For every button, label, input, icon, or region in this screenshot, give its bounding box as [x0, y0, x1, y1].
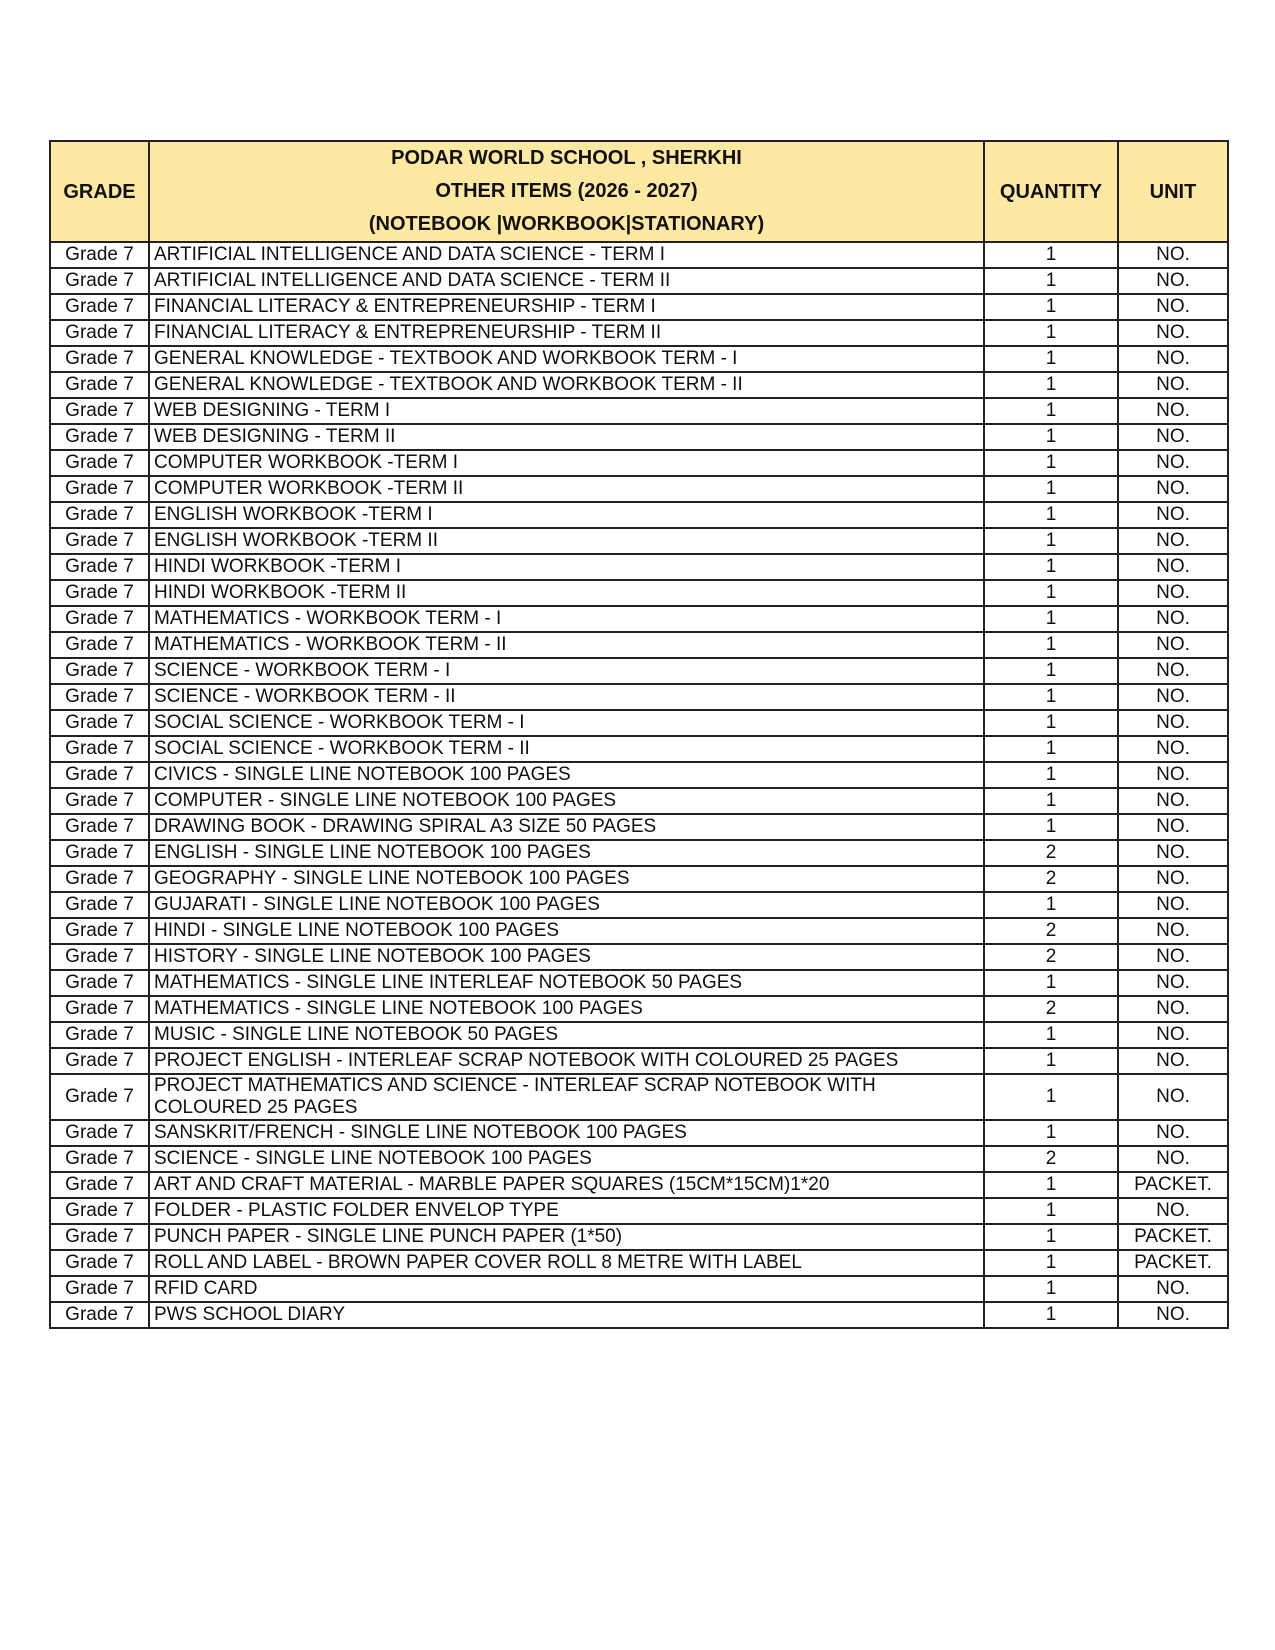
header-title — [149, 141, 984, 242]
cell-grade: Grade 7 — [50, 1302, 149, 1328]
cell-grade: Grade 7 — [50, 528, 149, 554]
cell-item: ART AND CRAFT MATERIAL - MARBLE PAPER SQUARES (15CM*15CM)1*20 — [149, 1172, 984, 1198]
cell-quantity: 1 — [984, 1276, 1118, 1302]
cell-unit: NO. — [1118, 840, 1228, 866]
table-row — [50, 554, 1228, 580]
table-row — [50, 1048, 1228, 1074]
cell-quantity: 1 — [984, 1048, 1118, 1074]
cell-quantity: 2 — [984, 944, 1118, 970]
table-row — [50, 1074, 1228, 1120]
cell-item: FOLDER - PLASTIC FOLDER ENVELOP TYPE — [149, 1198, 984, 1224]
table-row — [50, 632, 1228, 658]
cell-quantity: 1 — [984, 502, 1118, 528]
cell-quantity: 2 — [984, 918, 1118, 944]
cell-item: SOCIAL SCIENCE - WORKBOOK TERM - II — [149, 736, 984, 762]
cell-quantity: 1 — [984, 1074, 1118, 1120]
cell-quantity: 1 — [984, 1022, 1118, 1048]
cell-quantity: 2 — [984, 840, 1118, 866]
table-row — [50, 528, 1228, 554]
table-row — [50, 242, 1228, 268]
cell-grade: Grade 7 — [50, 658, 149, 684]
cell-item: COMPUTER WORKBOOK -TERM I — [149, 450, 984, 476]
cell-unit: NO. — [1118, 424, 1228, 450]
cell-quantity: 1 — [984, 242, 1118, 268]
cell-grade: Grade 7 — [50, 1146, 149, 1172]
cell-unit: NO. — [1118, 242, 1228, 268]
cell-unit: PACKET. — [1118, 1224, 1228, 1250]
cell-unit: NO. — [1118, 658, 1228, 684]
cell-quantity: 1 — [984, 346, 1118, 372]
cell-quantity: 1 — [984, 814, 1118, 840]
cell-quantity: 1 — [984, 1120, 1118, 1146]
cell-grade: Grade 7 — [50, 788, 149, 814]
cell-quantity: 1 — [984, 606, 1118, 632]
table-row — [50, 788, 1228, 814]
cell-item: MATHEMATICS - WORKBOOK TERM - II — [149, 632, 984, 658]
cell-grade: Grade 7 — [50, 424, 149, 450]
cell-item: COMPUTER - SINGLE LINE NOTEBOOK 100 PAGES — [149, 788, 984, 814]
cell-unit: NO. — [1118, 294, 1228, 320]
cell-item: PWS SCHOOL DIARY — [149, 1302, 984, 1328]
cell-quantity: 1 — [984, 658, 1118, 684]
cell-grade: Grade 7 — [50, 996, 149, 1022]
cell-quantity: 1 — [984, 424, 1118, 450]
table-row — [50, 502, 1228, 528]
cell-quantity: 1 — [984, 788, 1118, 814]
header-grade: GRADE — [50, 141, 149, 242]
cell-unit: NO. — [1118, 346, 1228, 372]
cell-grade: Grade 7 — [50, 762, 149, 788]
cell-unit: NO. — [1118, 1146, 1228, 1172]
cell-item: RFID CARD — [149, 1276, 984, 1302]
cell-grade: Grade 7 — [50, 502, 149, 528]
table-row — [50, 970, 1228, 996]
cell-item: ENGLISH WORKBOOK -TERM I — [149, 502, 984, 528]
cell-unit: NO. — [1118, 684, 1228, 710]
cell-unit: NO. — [1118, 320, 1228, 346]
cell-quantity: 1 — [984, 528, 1118, 554]
cell-grade: Grade 7 — [50, 840, 149, 866]
table-row — [50, 476, 1228, 502]
table-row — [50, 372, 1228, 398]
cell-grade: Grade 7 — [50, 632, 149, 658]
cell-item: FINANCIAL LITERACY & ENTREPRENEURSHIP - TERM I — [149, 294, 984, 320]
cell-quantity: 2 — [984, 1146, 1118, 1172]
cell-grade: Grade 7 — [50, 1022, 149, 1048]
cell-unit: NO. — [1118, 788, 1228, 814]
cell-unit: PACKET. — [1118, 1250, 1228, 1276]
cell-item: SOCIAL SCIENCE - WORKBOOK TERM - I — [149, 710, 984, 736]
cell-grade: Grade 7 — [50, 970, 149, 996]
table-row — [50, 892, 1228, 918]
cell-unit: NO. — [1118, 606, 1228, 632]
cell-quantity: 1 — [984, 398, 1118, 424]
table-row — [50, 1022, 1228, 1048]
cell-grade: Grade 7 — [50, 944, 149, 970]
cell-item: SANSKRIT/FRENCH - SINGLE LINE NOTEBOOK 100 PAGES — [149, 1120, 984, 1146]
cell-unit: NO. — [1118, 944, 1228, 970]
cell-unit: NO. — [1118, 736, 1228, 762]
item-list-table — [49, 140, 1229, 1329]
cell-grade: Grade 7 — [50, 320, 149, 346]
cell-item: FINANCIAL LITERACY & ENTREPRENEURSHIP - TERM II — [149, 320, 984, 346]
cell-quantity: 2 — [984, 996, 1118, 1022]
cell-unit: NO. — [1118, 1198, 1228, 1224]
cell-item: GENERAL KNOWLEDGE - TEXTBOOK AND WORKBOOK TERM - I — [149, 346, 984, 372]
cell-item: COMPUTER WORKBOOK -TERM II — [149, 476, 984, 502]
table-row — [50, 580, 1228, 606]
header-row — [50, 141, 1228, 242]
cell-unit: NO. — [1118, 398, 1228, 424]
cell-grade: Grade 7 — [50, 1048, 149, 1074]
table-body — [50, 242, 1228, 1328]
cell-unit: NO. — [1118, 814, 1228, 840]
cell-unit: NO. — [1118, 502, 1228, 528]
cell-item: ARTIFICIAL INTELLIGENCE AND DATA SCIENCE - TERM II — [149, 268, 984, 294]
cell-item: MATHEMATICS - SINGLE LINE INTERLEAF NOTEBOOK 50 PAGES — [149, 970, 984, 996]
table-row — [50, 918, 1228, 944]
cell-quantity: 1 — [984, 1198, 1118, 1224]
list-year: OTHER ITEMS (2026 - 2027) — [435, 180, 698, 202]
cell-item: HINDI WORKBOOK -TERM II — [149, 580, 984, 606]
cell-unit: NO. — [1118, 1022, 1228, 1048]
cell-item: GEOGRAPHY - SINGLE LINE NOTEBOOK 100 PAGES — [149, 866, 984, 892]
cell-quantity: 1 — [984, 736, 1118, 762]
cell-item: SCIENCE - WORKBOOK TERM - II — [149, 684, 984, 710]
table-row — [50, 1224, 1228, 1250]
table-row — [50, 1120, 1228, 1146]
cell-item: ENGLISH - SINGLE LINE NOTEBOOK 100 PAGES — [149, 840, 984, 866]
cell-unit: NO. — [1118, 866, 1228, 892]
cell-quantity: 1 — [984, 1224, 1118, 1250]
cell-unit: NO. — [1118, 1302, 1228, 1328]
cell-item: PROJECT MATHEMATICS AND SCIENCE - INTERLEAF SCRAP NOTEBOOK WITH COLOURED 25 PAGES — [149, 1074, 984, 1120]
cell-unit: NO. — [1118, 528, 1228, 554]
cell-grade: Grade 7 — [50, 372, 149, 398]
table-row — [50, 1172, 1228, 1198]
table-row — [50, 1250, 1228, 1276]
header-unit: UNIT — [1118, 141, 1228, 242]
cell-quantity: 1 — [984, 762, 1118, 788]
cell-grade: Grade 7 — [50, 1120, 149, 1146]
cell-unit: NO. — [1118, 1074, 1228, 1120]
cell-quantity: 1 — [984, 970, 1118, 996]
cell-grade: Grade 7 — [50, 268, 149, 294]
cell-grade: Grade 7 — [50, 892, 149, 918]
cell-grade: Grade 7 — [50, 1074, 149, 1120]
cell-item: PUNCH PAPER - SINGLE LINE PUNCH PAPER (1*50) — [149, 1224, 984, 1250]
table-header — [50, 141, 1228, 242]
cell-grade: Grade 7 — [50, 1250, 149, 1276]
cell-quantity: 1 — [984, 294, 1118, 320]
cell-grade: Grade 7 — [50, 1172, 149, 1198]
cell-item: GENERAL KNOWLEDGE - TEXTBOOK AND WORKBOOK TERM - II — [149, 372, 984, 398]
cell-grade: Grade 7 — [50, 736, 149, 762]
cell-item: WEB DESIGNING - TERM II — [149, 424, 984, 450]
cell-unit: NO. — [1118, 632, 1228, 658]
cell-quantity: 1 — [984, 268, 1118, 294]
table-row — [50, 658, 1228, 684]
cell-item: ARTIFICIAL INTELLIGENCE AND DATA SCIENCE - TERM I — [149, 242, 984, 268]
cell-quantity: 1 — [984, 892, 1118, 918]
cell-grade: Grade 7 — [50, 1198, 149, 1224]
cell-unit: NO. — [1118, 580, 1228, 606]
table-row — [50, 814, 1228, 840]
cell-unit: NO. — [1118, 918, 1228, 944]
cell-unit: NO. — [1118, 1048, 1228, 1074]
cell-quantity: 1 — [984, 554, 1118, 580]
cell-item: ENGLISH WORKBOOK -TERM II — [149, 528, 984, 554]
table-row — [50, 320, 1228, 346]
table-row — [50, 398, 1228, 424]
cell-item: MUSIC - SINGLE LINE NOTEBOOK 50 PAGES — [149, 1022, 984, 1048]
table-row — [50, 1146, 1228, 1172]
cell-grade: Grade 7 — [50, 346, 149, 372]
cell-unit: NO. — [1118, 762, 1228, 788]
cell-quantity: 1 — [984, 580, 1118, 606]
cell-quantity: 1 — [984, 1302, 1118, 1328]
cell-item: GUJARATI - SINGLE LINE NOTEBOOK 100 PAGES — [149, 892, 984, 918]
cell-item: SCIENCE - SINGLE LINE NOTEBOOK 100 PAGES — [149, 1146, 984, 1172]
table-row — [50, 736, 1228, 762]
cell-unit: NO. — [1118, 970, 1228, 996]
table-row — [50, 424, 1228, 450]
cell-grade: Grade 7 — [50, 866, 149, 892]
cell-grade: Grade 7 — [50, 814, 149, 840]
school-name: PODAR WORLD SCHOOL , SHERKHI — [391, 147, 742, 169]
table-row — [50, 762, 1228, 788]
cell-unit: NO. — [1118, 476, 1228, 502]
cell-item: HISTORY - SINGLE LINE NOTEBOOK 100 PAGES — [149, 944, 984, 970]
cell-item: WEB DESIGNING - TERM I — [149, 398, 984, 424]
cell-quantity: 1 — [984, 710, 1118, 736]
cell-unit: NO. — [1118, 996, 1228, 1022]
table-row — [50, 1302, 1228, 1328]
cell-unit: NO. — [1118, 1120, 1228, 1146]
cell-quantity: 1 — [984, 476, 1118, 502]
header-quantity: QUANTITY — [984, 141, 1118, 242]
list-category: (NOTEBOOK |WORKBOOK|STATIONARY) — [368, 213, 765, 235]
cell-grade: Grade 7 — [50, 450, 149, 476]
cell-unit: NO. — [1118, 268, 1228, 294]
cell-grade: Grade 7 — [50, 580, 149, 606]
cell-quantity: 2 — [984, 866, 1118, 892]
table-row — [50, 684, 1228, 710]
table-row — [50, 840, 1228, 866]
cell-grade: Grade 7 — [50, 554, 149, 580]
cell-quantity: 1 — [984, 684, 1118, 710]
cell-unit: NO. — [1118, 710, 1228, 736]
cell-grade: Grade 7 — [50, 918, 149, 944]
cell-item: PROJECT ENGLISH - INTERLEAF SCRAP NOTEBOOK WITH COLOURED 25 PAGES — [149, 1048, 984, 1074]
cell-grade: Grade 7 — [50, 1224, 149, 1250]
cell-grade: Grade 7 — [50, 242, 149, 268]
cell-quantity: 1 — [984, 1250, 1118, 1276]
cell-quantity: 1 — [984, 1172, 1118, 1198]
cell-quantity: 1 — [984, 450, 1118, 476]
cell-item: DRAWING BOOK - DRAWING SPIRAL A3 SIZE 50 PAGES — [149, 814, 984, 840]
cell-unit: NO. — [1118, 554, 1228, 580]
table-row — [50, 346, 1228, 372]
cell-unit: NO. — [1118, 1276, 1228, 1302]
cell-item: CIVICS - SINGLE LINE NOTEBOOK 100 PAGES — [149, 762, 984, 788]
cell-quantity: 1 — [984, 632, 1118, 658]
cell-item: MATHEMATICS - WORKBOOK TERM - I — [149, 606, 984, 632]
cell-grade: Grade 7 — [50, 476, 149, 502]
cell-grade: Grade 7 — [50, 606, 149, 632]
table-row — [50, 996, 1228, 1022]
cell-unit: NO. — [1118, 450, 1228, 476]
table-row — [50, 866, 1228, 892]
table-row — [50, 606, 1228, 632]
table-row — [50, 268, 1228, 294]
cell-grade: Grade 7 — [50, 294, 149, 320]
cell-grade: Grade 7 — [50, 398, 149, 424]
table-row — [50, 944, 1228, 970]
table-row — [50, 450, 1228, 476]
cell-item: HINDI WORKBOOK -TERM I — [149, 554, 984, 580]
cell-item: HINDI - SINGLE LINE NOTEBOOK 100 PAGES — [149, 918, 984, 944]
cell-unit: NO. — [1118, 892, 1228, 918]
cell-quantity: 1 — [984, 320, 1118, 346]
cell-grade: Grade 7 — [50, 684, 149, 710]
cell-unit: NO. — [1118, 372, 1228, 398]
cell-item: SCIENCE - WORKBOOK TERM - I — [149, 658, 984, 684]
cell-grade: Grade 7 — [50, 1276, 149, 1302]
table-row — [50, 294, 1228, 320]
cell-unit: PACKET. — [1118, 1172, 1228, 1198]
cell-quantity: 1 — [984, 372, 1118, 398]
table-row — [50, 1198, 1228, 1224]
cell-item: MATHEMATICS - SINGLE LINE NOTEBOOK 100 PAGES — [149, 996, 984, 1022]
cell-grade: Grade 7 — [50, 710, 149, 736]
table-row — [50, 1276, 1228, 1302]
cell-item: ROLL AND LABEL - BROWN PAPER COVER ROLL 8 METRE WITH LABEL — [149, 1250, 984, 1276]
table-row — [50, 710, 1228, 736]
